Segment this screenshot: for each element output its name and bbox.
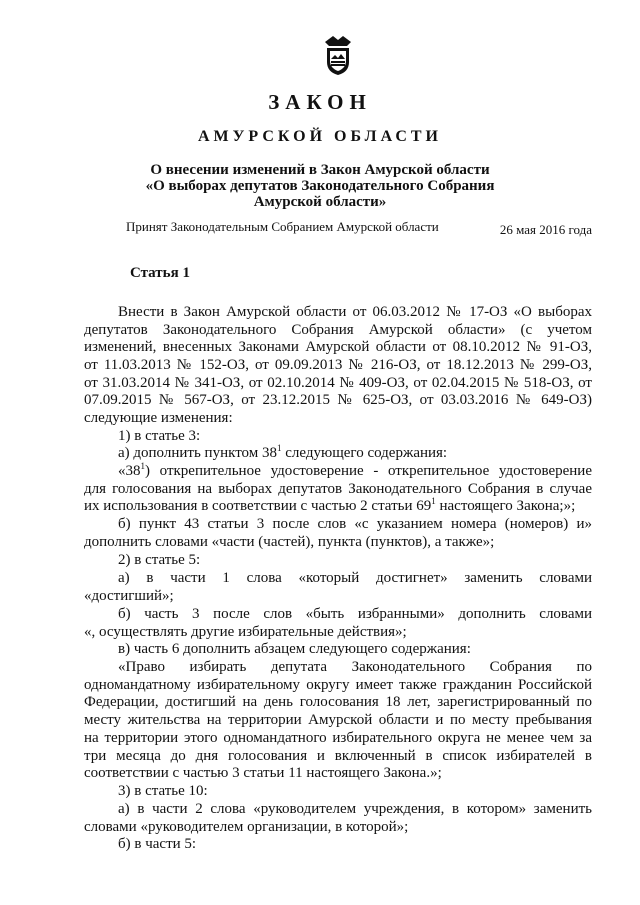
text-line: «достигший»; — [84, 588, 174, 604]
text-line: «$38^1$) открепительное удостоверение - открепительное удостоверение — [118, 461, 592, 479]
text-line: соответствии с частью 3 статьи 11 настоящего Закона.»; — [84, 765, 442, 781]
law-title: ЗАКОН — [268, 90, 372, 114]
text-line: для голосования на выборах депутатов Законодательного Собрания в случае — [84, 481, 592, 497]
text-line: одномандатному избирательному округу имеет также гражданин Российской — [84, 677, 592, 693]
coat-of-arms-icon — [321, 32, 355, 76]
text-line: а) в части 2 слова «руководителем учреждения, в котором» заменить — [118, 801, 592, 817]
subject-line: Амурской области» — [253, 194, 387, 210]
law-subject — [0, 162, 640, 210]
text-line: на территории этого одномандатного избирательного округа не менее чем за — [84, 730, 592, 746]
text-line: депутатов Законодательного Собрания Амурской области» (с учетом — [84, 322, 592, 338]
text-line: от 11.03.2013 № 152-ОЗ, от 09.09.2013 № 216-ОЗ, от 18.12.2013 № 299-ОЗ, — [84, 357, 592, 373]
text-line: «Право избирать депутата Законодательного Собрания по — [118, 659, 592, 675]
region-title: АМУРСКОЙ ОБЛАСТИ — [198, 128, 442, 145]
text-line: Федерации, достигший на день голосования 18 лет, зарегистрированный по — [84, 694, 592, 710]
article-heading: Статья 1 — [130, 265, 190, 281]
adopted-by: Принят Законодательным Собранием Амурской области — [126, 219, 439, 234]
text-line: словами «руководителем организации, в которой»; — [84, 819, 409, 835]
text-line: а) в части 1 слова «который достигнет» заменить словами — [118, 570, 592, 586]
text-line: Внести в Закон Амурской области от 06.03.2012 № 17-ОЗ «О выборах — [118, 304, 592, 320]
text-line: 3) в статье 10: — [118, 783, 208, 799]
text-line: три месяца до дня голосования и включенный в список избирателей в — [84, 748, 592, 764]
text-line: б) часть 3 после слов «быть избранными» дополнить словами — [118, 606, 592, 622]
text-line: их использования в соответствии с частью 2 статьи $69^1$ настоящего Закона;»; — [84, 496, 576, 514]
text-line: а) дополнить пунктом $38^1$ следующего содержания: — [118, 443, 448, 461]
text-line: «, осуществлять другие избирательные действия»; — [84, 624, 407, 640]
text-line: 07.09.2015 № 567-ОЗ, от 23.12.2015 № 625-ОЗ, от 03.03.2016 № 649-ОЗ) — [84, 392, 592, 408]
text-line: изменений, внесенных Законами Амурской области от 08.10.2012 № 91-ОЗ, — [84, 339, 592, 355]
text-line: в) часть 6 дополнить абзацем следующего содержания: — [118, 641, 471, 657]
text-line: от 31.03.2014 № 341-ОЗ, от 02.10.2014 № 409-ОЗ, от 02.04.2015 № 518-ОЗ, от — [84, 375, 592, 391]
subject-line: О внесении изменений в Закон Амурской области — [150, 162, 490, 178]
text-line: дополнить словами «части (частей), пункта (пунктов), а также»; — [84, 534, 495, 550]
subject-line: «О выборах депутатов Законодательного Собрания — [145, 178, 495, 194]
text-line: месту жительства на территории Амурской области и по месту пребывания — [84, 712, 592, 728]
text-line: б) пункт 43 статьи 3 после слов «с указанием номера (номеров) и» — [118, 516, 592, 532]
text-line: следующие изменения: — [84, 410, 233, 426]
text-line: 2) в статье 5: — [118, 552, 201, 568]
text-line: 1) в статье 3: — [118, 428, 201, 444]
text-line: б) в части 5: — [118, 836, 197, 852]
adopted-date: 26 мая 2016 года — [499, 222, 592, 237]
